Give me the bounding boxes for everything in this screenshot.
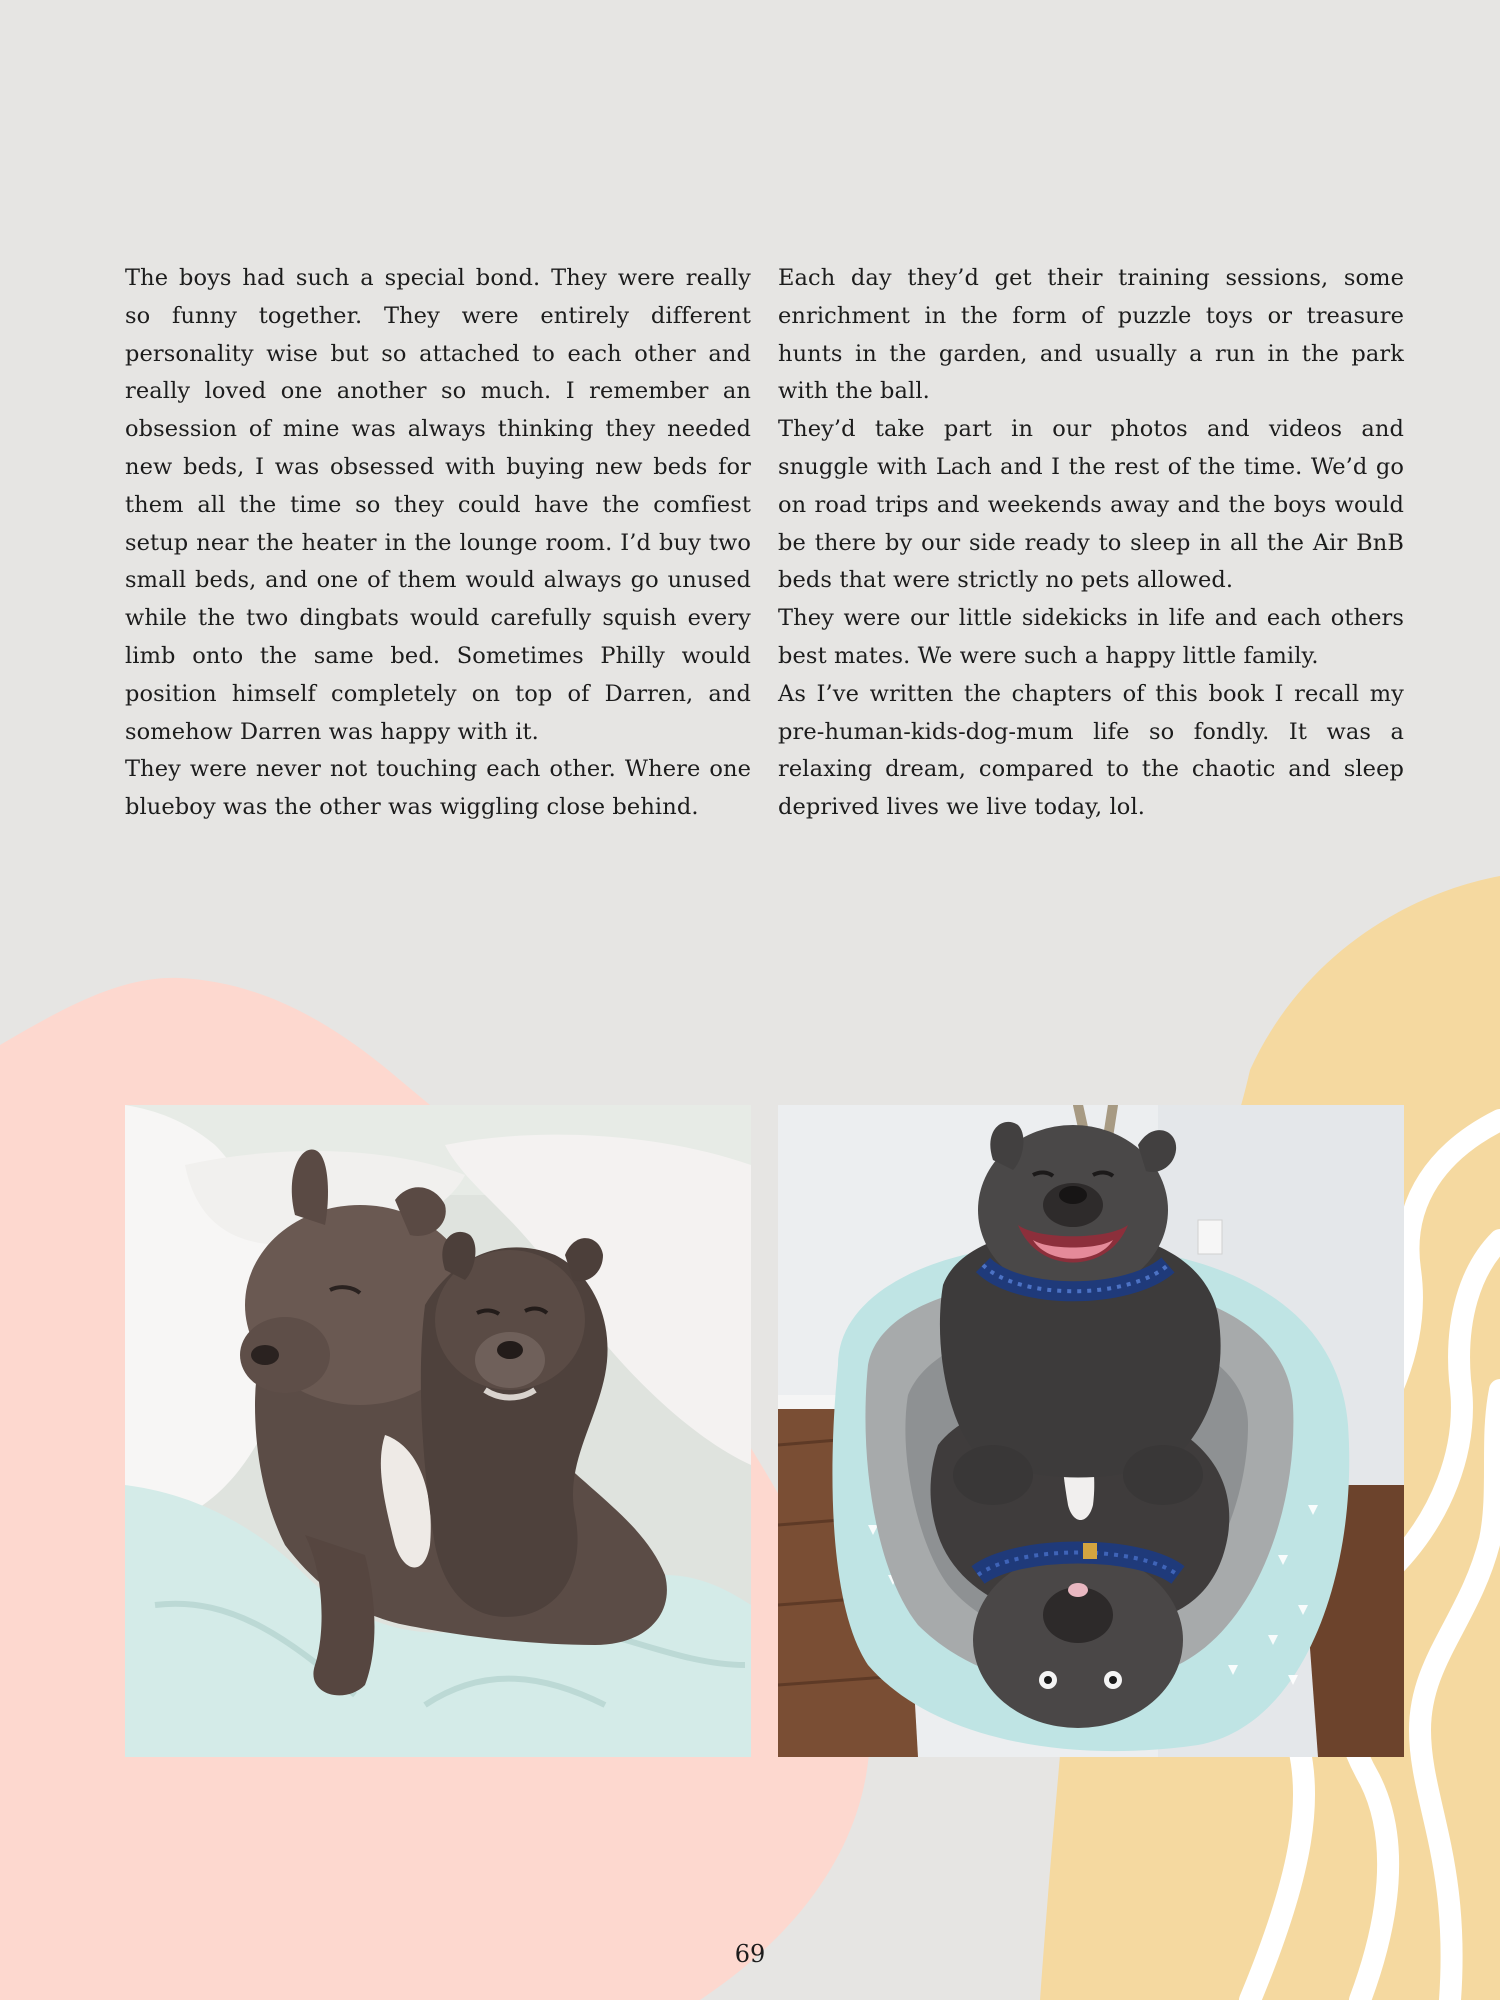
paragraph: As I’ve written the chapters of this book I recall my pre-human-kids-dog-mum life so fondly. It was a relaxing dream, compared to the chaotic and sleep deprived lives we live today, lol. bbox=[778, 680, 1404, 821]
paragraph: They were never not touching each other. Where one blueboy was the other was wiggling close behind. bbox=[125, 756, 751, 821]
paragraph: The boys had such a special bond. They were really so funny together. They were entirely different personality wise but so attached to each other and really loved one another so much. I remember an obsession of mine was always thinking they needed new beds, I was obsessed with buying new beds for them all the time so they could have the comfiest setup near the heater in the lounge room. I’d buy two small beds, and one of them would always go unused while the two dingbats would carefully squish every limb onto the same bed. Sometimes Philly would position himself completely on top of Darren, and somehow Darren was happy with it. bbox=[125, 265, 751, 745]
page-number: 69 bbox=[734, 1940, 766, 1968]
paragraph: Each day they’d get their training sessions, some enrichment in the form of puzzle toys or treasure hunts in the garden, and usually a run in the park with the ball. bbox=[778, 265, 1404, 405]
right-text-column bbox=[778, 260, 1404, 827]
left-text-column bbox=[125, 260, 751, 827]
two-dogs-stacked-in-dog-bed-photo bbox=[778, 1105, 1404, 1757]
two-dogs-cuddling-in-bed-photo bbox=[125, 1105, 751, 1757]
paragraph: They’d take part in our photos and videos and snuggle with Lach and I the rest of the time. We’d go on road trips and weekends away and the boys would be there by our side ready to sleep in all the Air BnB beds that were strictly no pets allowed. bbox=[778, 416, 1404, 594]
paragraph: They were our little sidekicks in life and each others best mates. We were such a happy little family. bbox=[778, 605, 1404, 669]
